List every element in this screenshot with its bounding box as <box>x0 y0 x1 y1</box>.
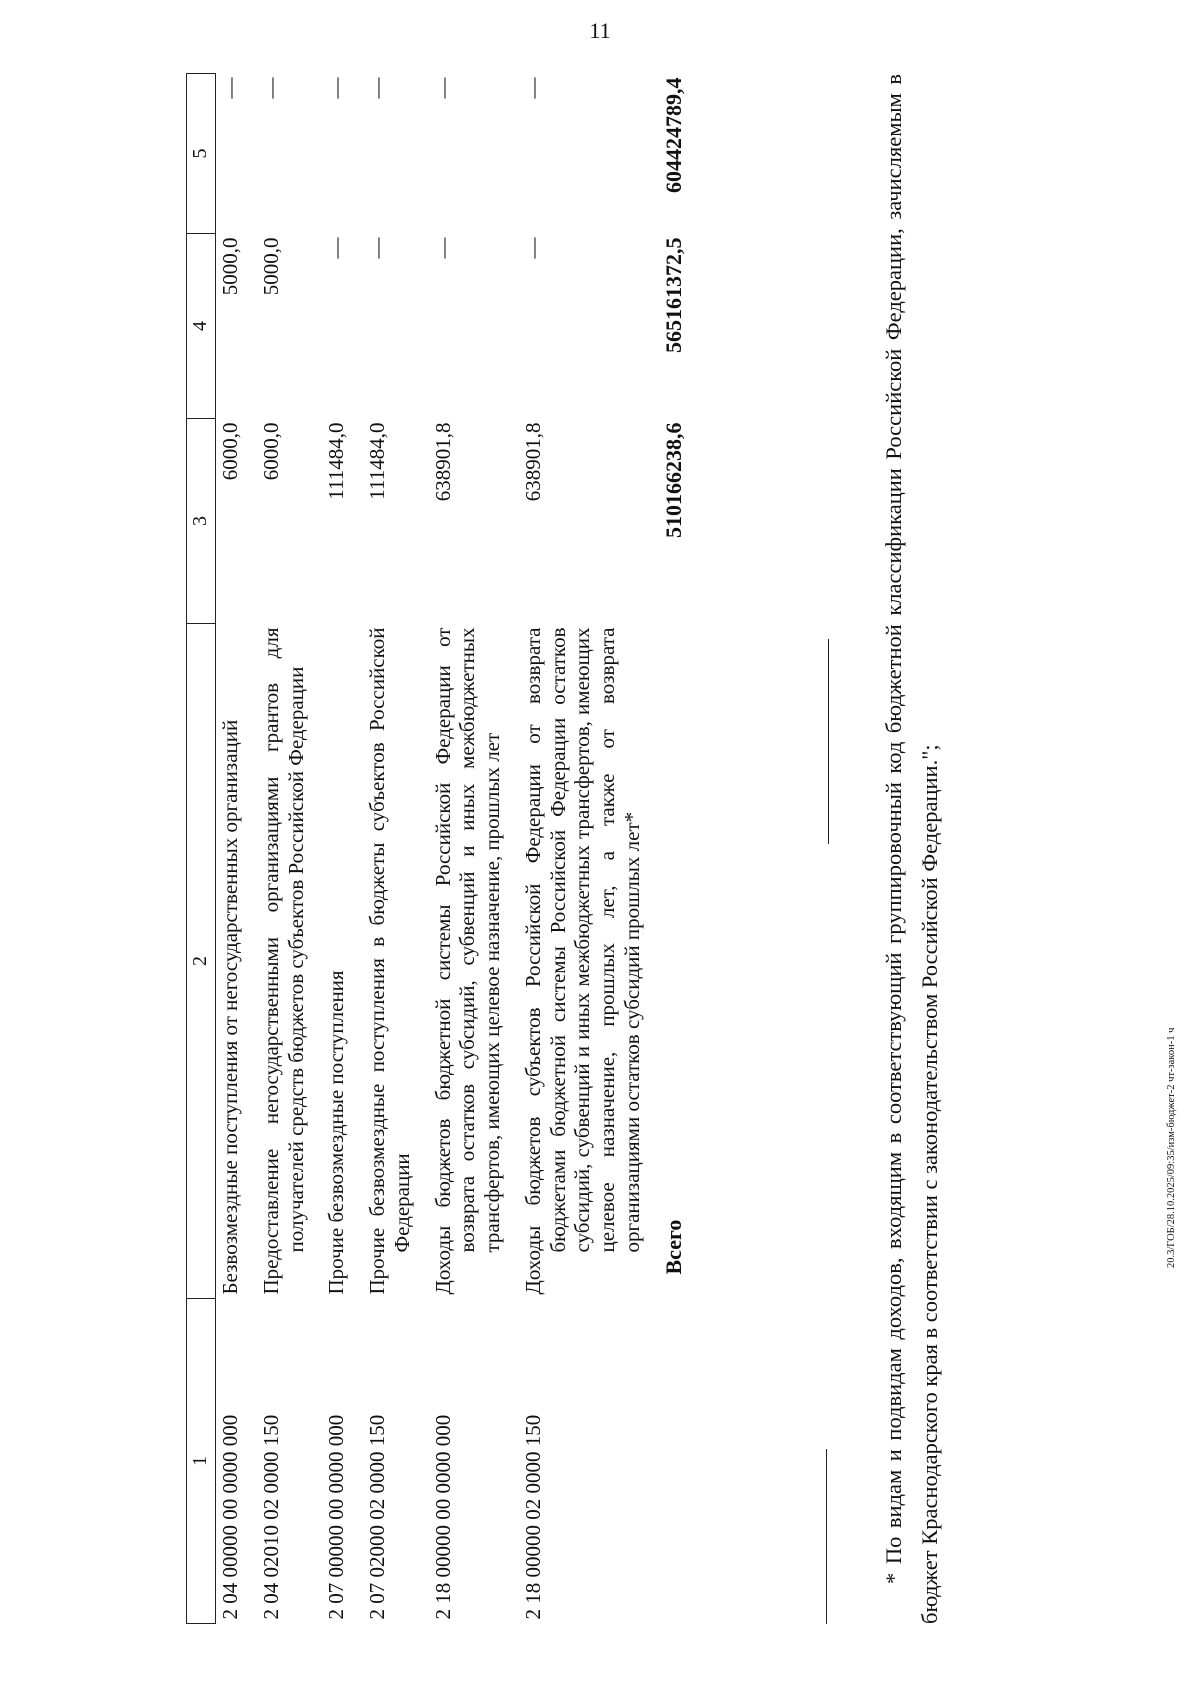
total-col4: 565161372,5 <box>660 237 686 353</box>
total-label: Всего <box>660 1219 686 1275</box>
row-value-col3: 638901,8 <box>430 422 455 502</box>
header-col-3: 3 <box>187 419 216 624</box>
row-code: 2 04 02010 02 0000 150 <box>258 1414 283 1620</box>
page-number: 11 <box>589 18 611 43</box>
total-col3: 510166238,6 <box>660 422 686 538</box>
row-value-col4: — <box>520 237 545 259</box>
row-name: Доходы бюджетов субъектов Российской Федерации от возврата бюджетами бюджетной системы Российской Федерации остатков субсидий, субвенций и иных межбюджетных трансфертов, имеющих целевое назначение, прошлых лет, а также от возврата организациями остатков субсидий прошлых лет* <box>520 627 644 1295</box>
landscape-sheet <box>186 74 1086 1624</box>
document-stamp <box>1166 8 1200 1691</box>
row-code: 2 07 00000 00 0000 000 <box>324 1414 349 1620</box>
budget-table <box>186 73 701 1624</box>
header-col-4: 4 <box>187 234 216 419</box>
table-row <box>257 74 323 1624</box>
row-code: 2 18 00000 00 0000 000 <box>430 1414 455 1620</box>
header-col-5: 5 <box>187 74 216 234</box>
table-end-rule-left <box>826 1449 827 1624</box>
table-row <box>363 74 429 1624</box>
row-value-col4: — <box>365 237 390 259</box>
row-value-col4: — <box>430 237 455 259</box>
table-row <box>216 74 257 1624</box>
row-code: 2 07 02000 02 0000 150 <box>365 1414 390 1620</box>
row-value-col4: 5000,0 <box>258 237 283 296</box>
header-col-1: 1 <box>187 1299 216 1624</box>
row-value-col3: 111484,0 <box>365 422 390 500</box>
row-value-col5: — <box>258 77 283 99</box>
table-row <box>322 74 363 1624</box>
total-row <box>659 74 701 1624</box>
header-col-2: 2 <box>187 624 216 1299</box>
row-value-col5: — <box>324 77 349 99</box>
total-col5: 604424789,4 <box>660 77 686 193</box>
table-row <box>519 74 659 1624</box>
row-value-col5: — <box>430 77 455 99</box>
row-value-col5: — <box>520 77 545 99</box>
stamp-text: 20.3/ГОБ/28.10.2025/09:35/изм-бюджет-2 чт-закон-1 ч <box>1166 1027 1177 1268</box>
row-value-col5: — <box>218 77 242 99</box>
row-value-col5: — <box>365 77 390 99</box>
row-value-col4: 5000,0 <box>218 237 242 296</box>
footnote: * По видам и подвидам доходов, входящим в соответствующий группировочный код бюджетной классификации Российской Федерации, зачисляемым в бюджет Краснодарского края в соответствии с законодательством Российской Федерации."; <box>881 74 942 1624</box>
row-value-col3: 6000,0 <box>218 422 242 481</box>
row-code: 2 18 00000 02 0000 150 <box>520 1414 545 1620</box>
row-value-col3: 111484,0 <box>324 422 349 500</box>
row-value-col4: — <box>324 237 349 259</box>
table-end-rule-right <box>828 639 829 844</box>
row-name: Предоставление негосударственными организациями грантов для получателей средств бюджетов субъектов Российской Федерации <box>258 627 308 1295</box>
row-value-col3: 638901,8 <box>520 422 545 502</box>
row-code: 2 04 00000 00 0000 000 <box>218 1414 242 1620</box>
table-row <box>429 74 519 1624</box>
row-name: Прочие безвозмездные поступления в бюджеты субъектов Российской Федерации <box>365 627 414 1295</box>
row-value-col3: 6000,0 <box>258 422 283 481</box>
row-name: Безвозмездные поступления от негосударственных организаций <box>218 719 242 1295</box>
table-header-row <box>187 74 216 1624</box>
row-name: Доходы бюджетов бюджетной системы Российской Федерации от возврата остатков субсидий, субвенций и иных межбюджетных трансфертов, имеющих целевое назначение, прошлых лет <box>430 627 505 1295</box>
row-name: Прочие безвозмездные поступления <box>324 970 349 1295</box>
